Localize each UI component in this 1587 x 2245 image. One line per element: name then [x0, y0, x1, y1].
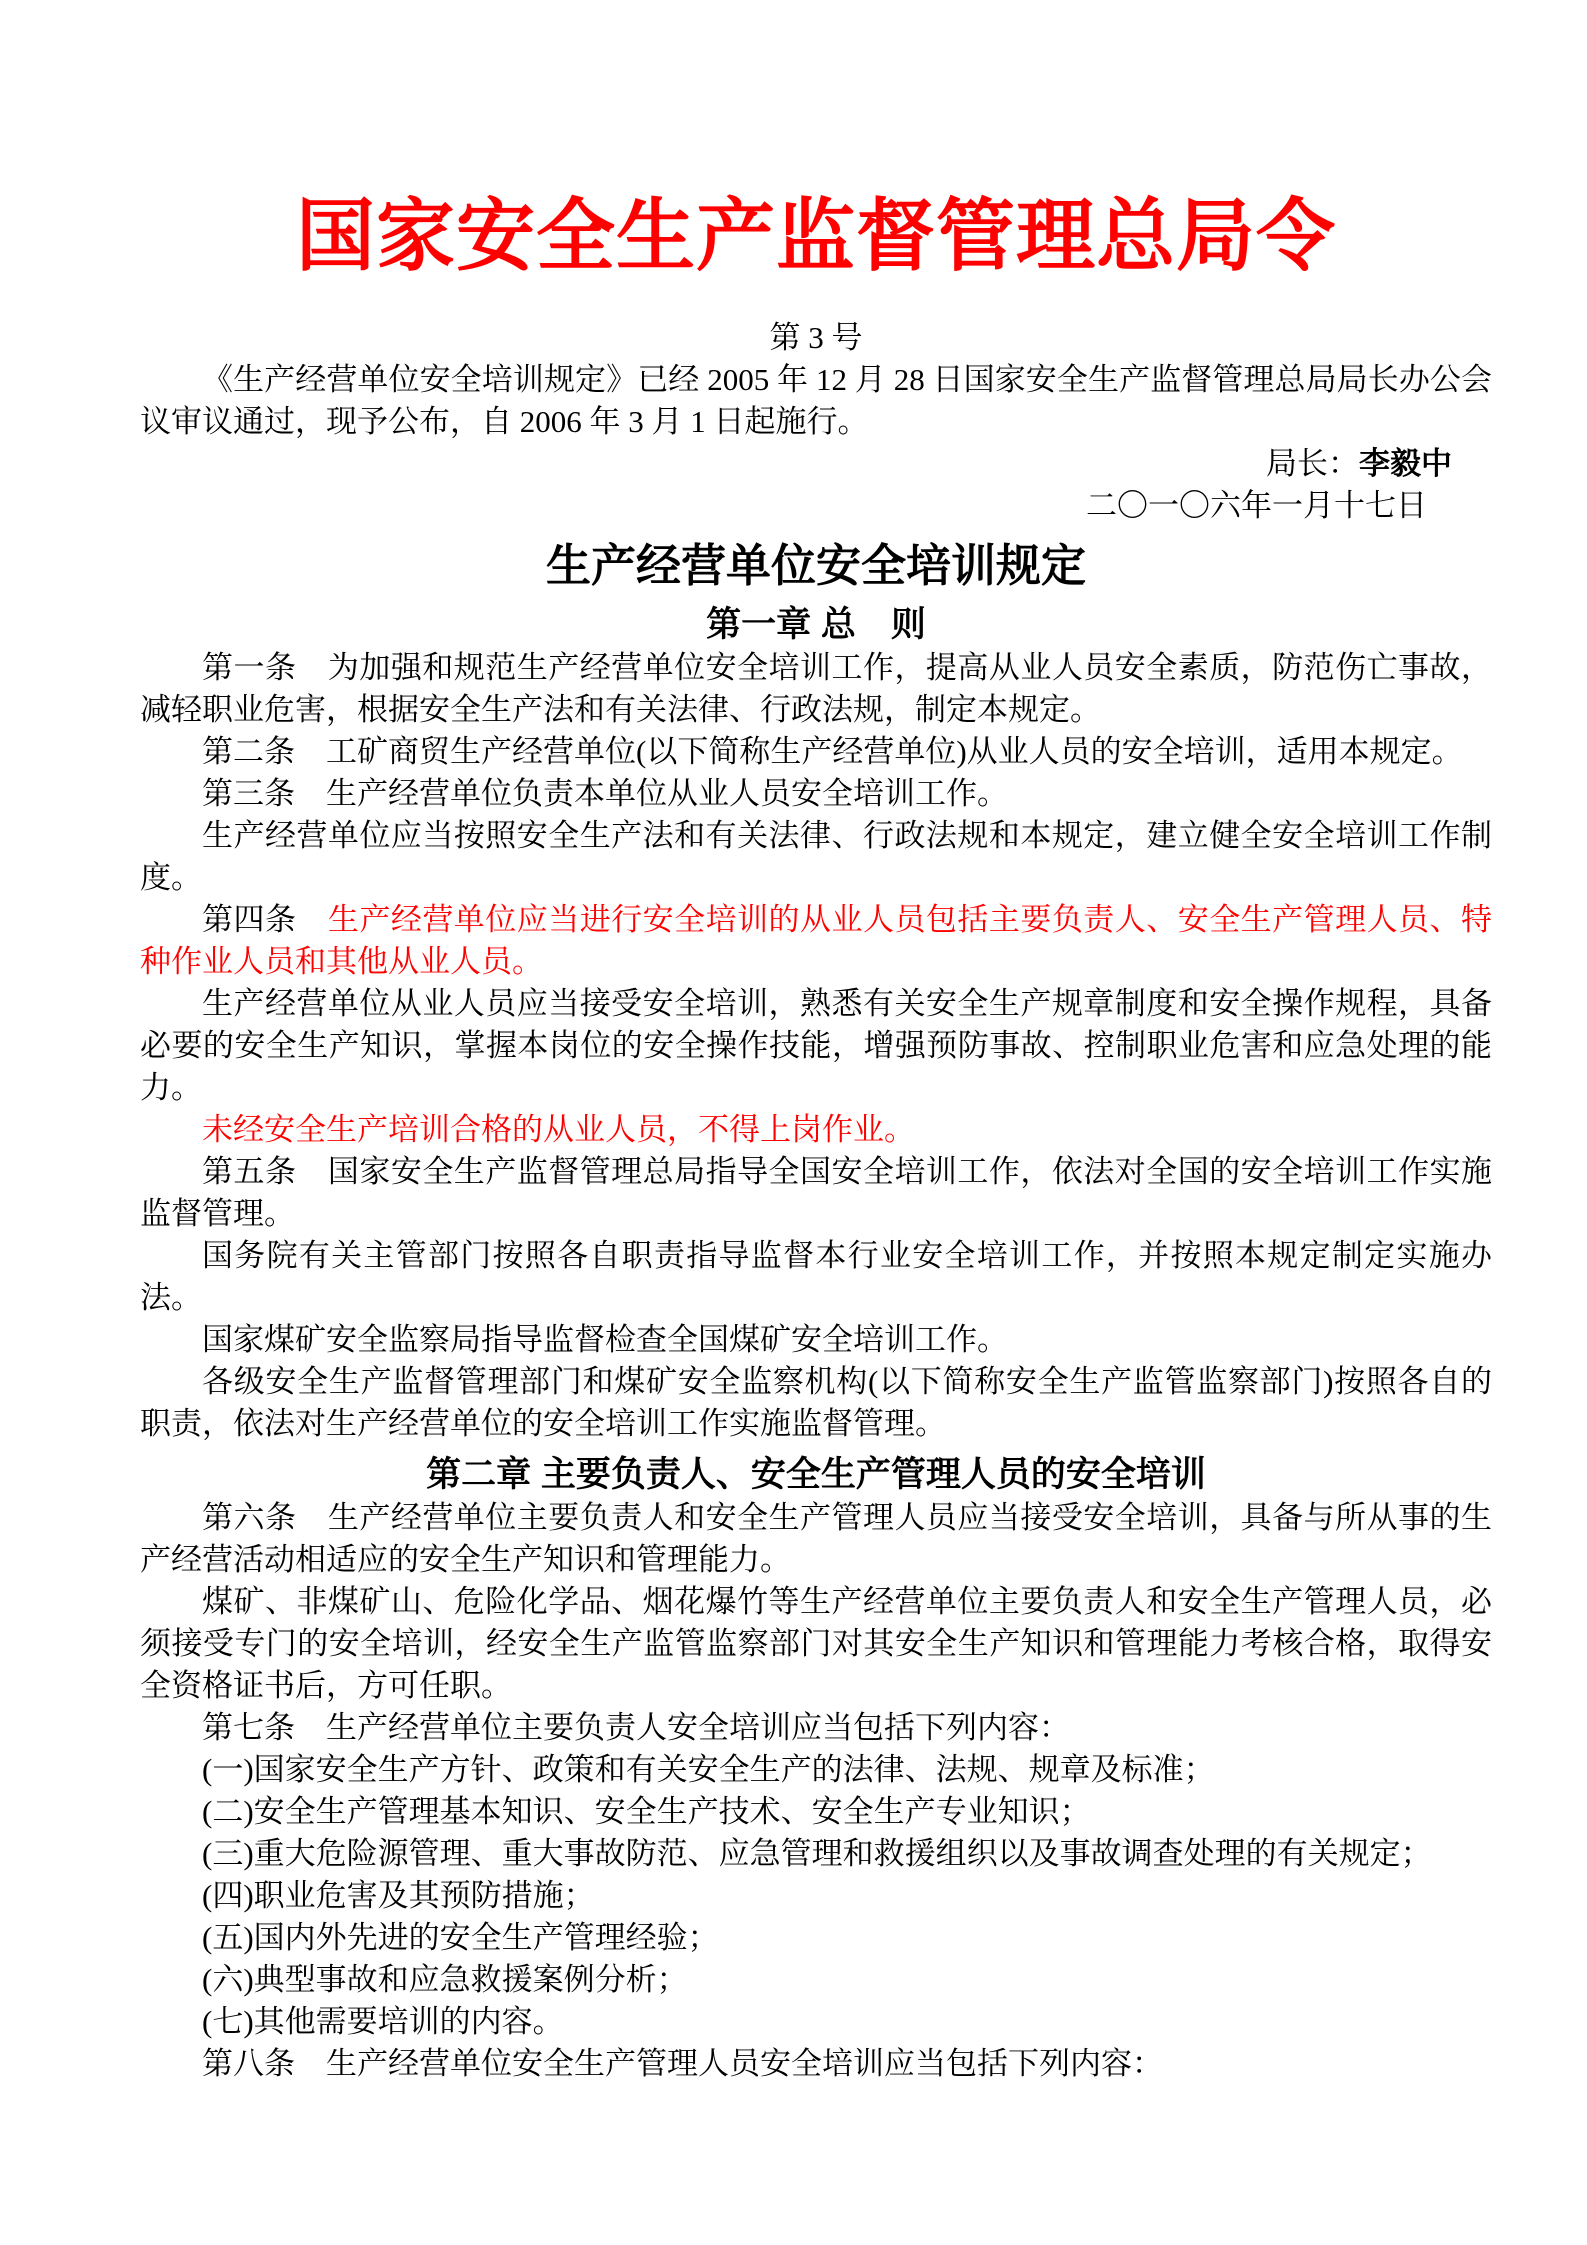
- article-7-item-4-text: (四)职业危害及其预防措施；: [202, 1878, 595, 1913]
- article-5-text: 第五条 国家安全生产监督管理总局指导全国安全培训工作，依法对全国的安全培训工作实施监督管理。: [140, 1154, 1492, 1231]
- article-7-text: 第七条 生产经营单位主要负责人安全培训应当包括下列内容：: [202, 1710, 1070, 1745]
- article-4-paragraph-2-text: 生产经营单位从业人员应当接受安全培训，熟悉有关安全生产规章制度和安全操作规程，具备必要的安全生产知识，掌握本岗位的安全操作技能，增强预防事故、控制职业危害和应急处理的能力。: [140, 986, 1492, 1105]
- article-7-item-2-text: (二)安全生产管理基本知识、安全生产技术、安全生产专业知识；: [202, 1794, 1091, 1829]
- article-8-text: 第八条 生产经营单位安全生产管理人员安全培训应当包括下列内容：: [202, 2046, 1163, 2081]
- chapter-2-heading: [140, 1453, 1492, 1497]
- article-7-item-4: [140, 1875, 1492, 1917]
- article-5-paragraph-2: [140, 1235, 1492, 1319]
- article-4: [140, 899, 1492, 983]
- banner-title: 国家安全生产监督管理总局令: [296, 194, 1336, 281]
- chapter-1-heading: [140, 603, 1492, 647]
- article-7-item-2: [140, 1791, 1492, 1833]
- article-1: [140, 647, 1492, 731]
- article-4-paragraph-3-text: 未经安全生产培训合格的从业人员，不得上岗作业。: [202, 1112, 915, 1147]
- article-7-item-5-text: (五)国内外先进的安全生产管理经验；: [202, 1920, 719, 1955]
- article-6: [140, 1497, 1492, 1581]
- article-5-paragraph-3-text: 国家煤矿安全监察局指导监督检查全国煤矿安全培训工作。: [202, 1322, 1008, 1357]
- article-7-item-1: [140, 1749, 1492, 1791]
- article-6-paragraph-2: [140, 1581, 1492, 1707]
- article-7-item-1-text: (一)国家安全生产方针、政策和有关安全生产的法律、法规、规章及标准；: [202, 1752, 1215, 1787]
- article-6-paragraph-2-text: 煤矿、非煤矿山、危险化学品、烟花爆竹等生产经营单位主要负责人和安全生产管理人员，必须接受专门的安全培训，经安全生产监管监察部门对其安全生产知识和管理能力考核合格，取得安全资格证书后，方可任职。: [140, 1584, 1492, 1703]
- article-6-text: 第六条 生产经营单位主要负责人和安全生产管理人员应当接受安全培训，具备与所从事的生产经营活动相适应的安全生产知识和管理能力。: [140, 1500, 1492, 1577]
- article-5-paragraph-4: [140, 1361, 1492, 1445]
- chapter-1-heading-text: 第一章 总 则: [706, 605, 926, 644]
- order-number: 第 3 号: [769, 320, 863, 355]
- article-4-number: 第四条: [202, 902, 328, 937]
- article-7-item-6-text: (六)典型事故和应急救援案例分析；: [202, 1962, 688, 1997]
- article-2: [140, 731, 1492, 773]
- article-4-text: 生产经营单位应当进行安全培训的从业人员包括主要负责人、安全生产管理人员、特种作业人员和其他从业人员。: [140, 902, 1493, 979]
- article-3-text: 第三条 生产经营单位负责本单位从业人员安全培训工作。: [202, 776, 1008, 811]
- article-3: [140, 773, 1492, 815]
- article-4-paragraph-3: [140, 1109, 1492, 1151]
- article-5-paragraph-3: [140, 1319, 1492, 1361]
- article-2-text: 第二条 工矿商贸生产经营单位(以下简称生产经营单位)从业人员的安全培训，适用本规定。: [202, 734, 1463, 769]
- signer-label: 局长：: [1266, 446, 1359, 481]
- article-7: [140, 1707, 1492, 1749]
- article-1-text: 第一条 为加强和规范生产经营单位安全培训工作，提高从业人员安全素质，防范伤亡事故，减轻职业危害，根据安全生产法和有关法律、行政法规，制定本规定。: [140, 650, 1492, 727]
- article-4-paragraph-2: [140, 983, 1492, 1109]
- article-5-paragraph-4-text: 各级安全生产监督管理部门和煤矿安全监察机构(以下简称安全生产监管监察部门)按照各自的职责，依法对生产经营单位的安全培训工作实施监督管理。: [140, 1364, 1492, 1441]
- article-3-paragraph-2: [140, 815, 1492, 899]
- document-title: 生产经营单位安全培训规定: [545, 540, 1086, 591]
- article-7-item-7-text: (七)其他需要培训的内容。: [202, 2004, 564, 2039]
- article-8: [140, 2043, 1492, 2085]
- document-body: [140, 603, 1492, 2085]
- article-5: [140, 1151, 1492, 1235]
- article-3-paragraph-2-text: 生产经营单位应当按照安全生产法和有关法律、行政法规和本规定，建立健全安全培训工作制度。: [140, 818, 1492, 895]
- article-7-item-3-text: (三)重大危险源管理、重大事故防范、应急管理和救援组织以及事故调查处理的有关规定；: [202, 1836, 1432, 1871]
- article-7-item-6: [140, 1959, 1492, 2001]
- article-7-item-3: [140, 1833, 1492, 1875]
- article-5-paragraph-2-text: 国务院有关主管部门按照各自职责指导监督本行业安全培训工作，并按照本规定制定实施办法。: [140, 1238, 1492, 1315]
- signer-line: [140, 443, 1492, 485]
- preamble-paragraph: 《生产经营单位安全培训规定》已经 2005 年 12 月 28 日国家安全生产监督管理总局局长办公会议审议通过，现予公布，自 2006 年 3 月 1 日起施行。: [140, 362, 1492, 439]
- sign-date: 二〇一〇六年一月十七日: [1086, 488, 1427, 523]
- signer-name: 李毅中: [1359, 446, 1452, 481]
- chapter-2-heading-text: 第二章 主要负责人、安全生产管理人员的安全培训: [426, 1455, 1206, 1494]
- article-7-item-5: [140, 1917, 1492, 1959]
- article-7-item-7: [140, 2001, 1492, 2043]
